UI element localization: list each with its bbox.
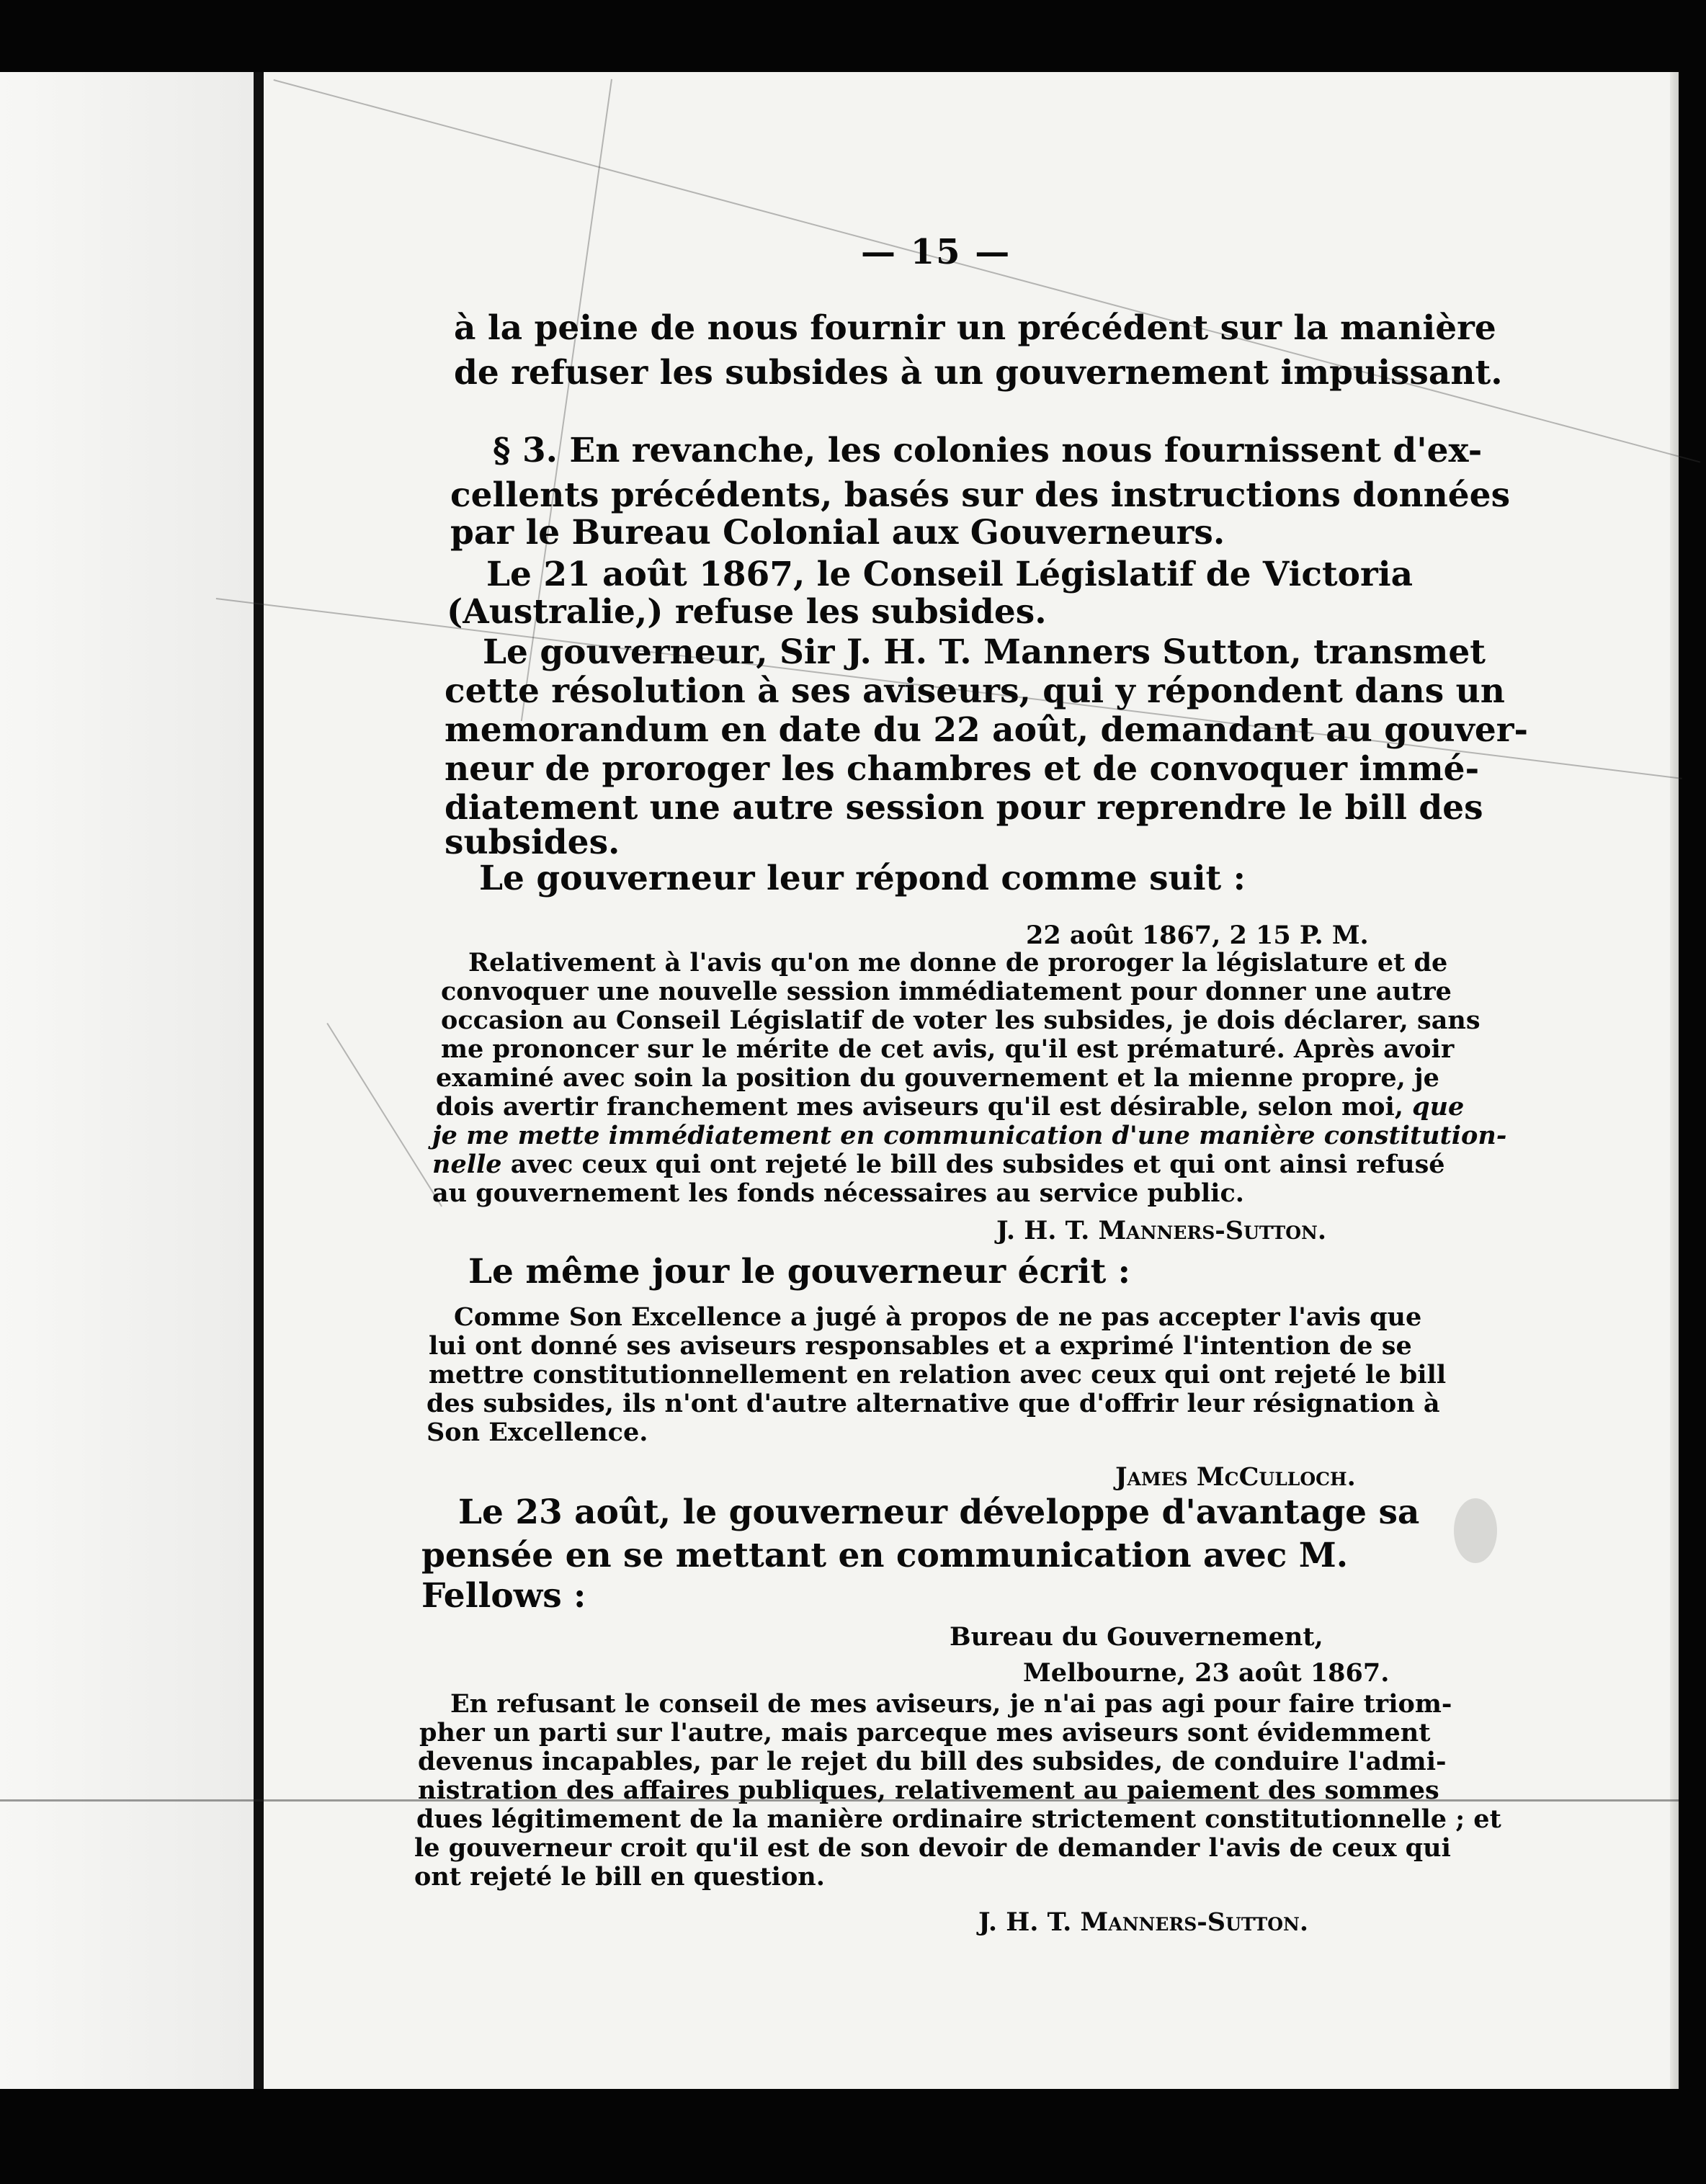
text-line: memorandum en date du 22 août, demandant au gouver- [445,710,1529,750]
text-line: Fellows : [421,1576,586,1616]
italic-span: que [1412,1092,1465,1122]
paragraph-6: Le même jour le gouverneur écrit : [468,1252,1131,1292]
text-line: dues légitimement de la manière ordinaire strictement constitutionnelle ; et [416,1804,1501,1834]
text-line [436,1092,1464,1122]
scan-stain [1454,1498,1497,1563]
text-line: convoquer une nouvelle session immédiatement pour donner une autre [441,977,1452,1006]
left-margin [0,72,254,2089]
text-line: diatement une autre session pour reprendre le bill des [445,788,1483,828]
paragraph-5: Le gouverneur leur répond comme suit : [479,859,1246,898]
letter-heading: Melbourne, 23 août 1867. [1023,1658,1390,1688]
page-number: — 15 — [861,232,1011,272]
text-line: nistration des affaires publiques, relativement au paiement des sommes [418,1776,1439,1805]
text-line: lui ont donné ses aviseurs responsables et a exprimé l'intention de se [429,1331,1412,1361]
text-line: devenus incapables, par le rejet du bill des subsides, de conduire l'admi- [418,1747,1447,1776]
text-line: pher un parti sur l'autre, mais parceque mes aviseurs sont évidemment [419,1718,1431,1747]
text-line [432,1150,1445,1179]
text-line: mettre constitutionnellement en relation avec ceux qui ont rejeté le bill [429,1360,1447,1389]
text-line: cette résolution à ses aviseurs, qui y répondent dans un [445,671,1505,711]
text-line: Le gouverneur, Sir J. H. T. Manners Sutton, transmet [483,632,1486,672]
letter-signature: J. H. T. Manners-Sutton. [996,1216,1327,1245]
text-line: me prononcer sur le mérite de cet avis, qu'il est prématuré. Après avoir [441,1034,1455,1064]
text-line: pensée en se mettant en communication avec M. [421,1536,1349,1575]
text-line: En refusant le conseil de mes aviseurs, je n'ai pas agi pour faire triom- [450,1689,1452,1719]
text-line-italic: je me mette immédiatement en communication d'une manière constitution- [432,1121,1507,1150]
text-line: à la peine de nous fournir un précédent sur la manière [454,308,1496,348]
binding-line [254,72,264,2089]
letter-date: 22 août 1867, 2 15 P. M. [1026,921,1369,950]
text-line: § 3. En revanche, les colonies nous fournissent d'ex- [493,431,1483,470]
text-line: examiné avec soin la position du gouvernement et la mienne propre, je [436,1063,1439,1093]
text-line: de refuser les subsides à un gouvernement impuissant. [454,353,1503,393]
text-line: Son Excellence. [426,1418,648,1447]
text-line: par le Bureau Colonial aux Gouverneurs. [450,513,1225,552]
text-line: neur de proroger les chambres et de convoquer immé- [445,749,1480,789]
text-line: Relativement à l'avis qu'on me donne de proroger la législature et de [468,948,1448,977]
text-line: Comme Son Excellence a jugé à propos de ne pas accepter l'avis que [454,1302,1422,1332]
letter-signature: James McCulloch. [1115,1462,1356,1492]
text-line: le gouverneur croit qu'il est de son devoir de demander l'avis de ceux qui [414,1833,1451,1863]
letter-heading: Bureau du Gouvernement, [950,1622,1323,1652]
text-line: occasion au Conseil Législatif de voter les subsides, je dois déclarer, sans [441,1006,1481,1035]
text-line: Le 23 août, le gouverneur développe d'avantage sa [458,1492,1420,1532]
text-line: des subsides, ils n'ont d'autre alternative que d'offrir leur résignation à [426,1389,1440,1418]
text-line: ont rejeté le bill en question. [414,1862,825,1892]
text-span: dois avertir franchement mes aviseurs qu'il est désirable, selon moi, [436,1092,1403,1122]
text-line: (Australie,) refuse les subsides. [447,592,1047,632]
text-span: avec ceux qui ont rejeté le bill des subsides et qui ont ainsi refusé [510,1150,1445,1179]
letter-signature: J. H. T. Manners-Sutton. [978,1907,1309,1937]
text-line: Le 21 août 1867, le Conseil Législatif de Victoria [486,555,1414,594]
text-line: au gouvernement les fonds nécessaires au service public. [432,1178,1244,1208]
paper-edge [1670,72,1679,2089]
text-line: cellents précédents, basés sur des instructions données [450,475,1511,515]
italic-span: nelle [432,1150,502,1179]
text-line: subsides. [445,823,620,862]
